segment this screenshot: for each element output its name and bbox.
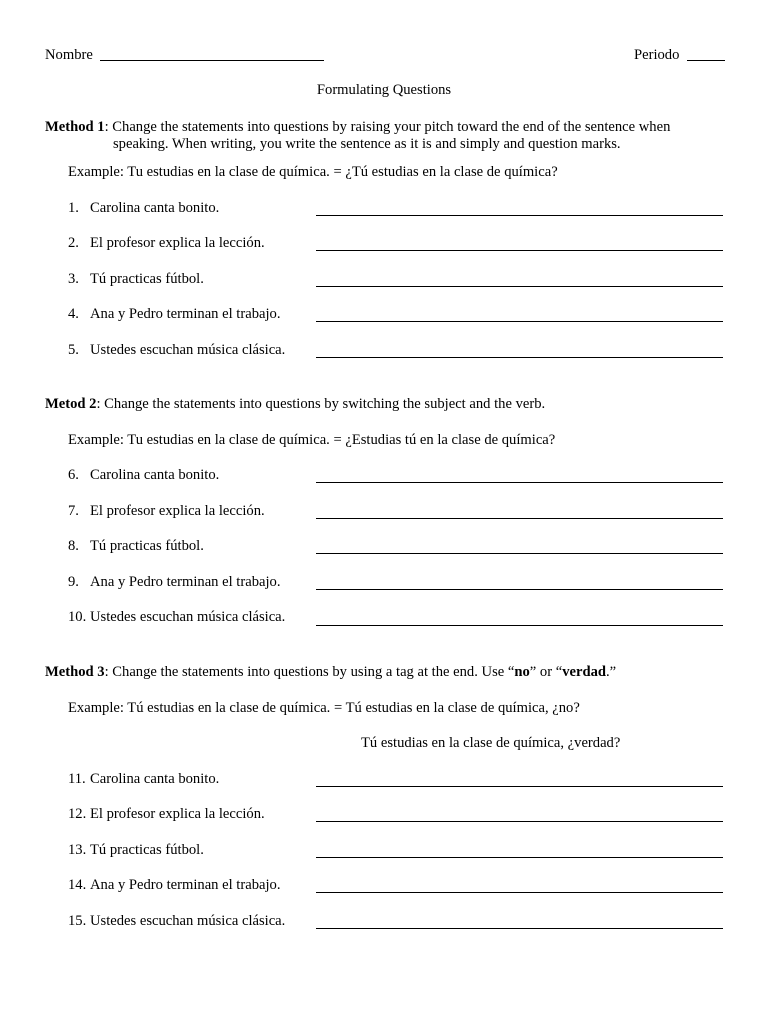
list-item — [68, 913, 285, 930]
tag-verdad: verdad — [562, 664, 606, 680]
list-item — [68, 306, 280, 323]
item-text: Carolina canta bonito. — [90, 200, 220, 216]
method-3-example: Example: Tú estudias en la clase de química. = Tú estudias en la clase de química, ¿no? — [68, 700, 580, 716]
item-text: El profesor explica la lección. — [90, 806, 265, 822]
list-item — [68, 503, 265, 520]
item-text: El profesor explica la lección. — [90, 503, 265, 519]
item-number: 8. — [68, 538, 79, 554]
item-text: Carolina canta bonito. — [90, 771, 220, 787]
answer-line-15[interactable] — [316, 928, 723, 929]
answer-line-10[interactable] — [316, 625, 723, 626]
period-label: Periodo — [634, 47, 680, 63]
method-1-instruction-line-1 — [45, 119, 670, 136]
list-item — [68, 235, 265, 252]
item-text: Ana y Pedro terminan el trabajo. — [90, 877, 281, 893]
item-number: 6. — [68, 467, 79, 483]
item-text: Tú practicas fútbol. — [90, 842, 204, 858]
item-number: 7. — [68, 503, 79, 519]
list-item — [68, 771, 219, 788]
list-item — [68, 877, 280, 894]
list-item — [68, 609, 285, 626]
item-number: 3. — [68, 271, 79, 287]
answer-line-4[interactable] — [316, 321, 723, 322]
item-text: Ustedes escuchan música clásica. — [90, 913, 286, 929]
item-text: Ustedes escuchan música clásica. — [90, 609, 286, 625]
list-item — [68, 806, 265, 823]
method-1-label: Method 1 — [45, 119, 105, 135]
name-blank[interactable] — [100, 59, 324, 61]
list-item — [68, 271, 204, 288]
period-blank[interactable] — [687, 59, 725, 61]
period-field[interactable] — [634, 47, 725, 64]
answer-line-6[interactable] — [316, 482, 723, 483]
item-number: 2. — [68, 235, 79, 251]
item-number: 11. — [68, 771, 86, 787]
method-2-instruction: : Change the statements into questions by switching the subject and the verb. — [96, 396, 546, 412]
answer-line-14[interactable] — [316, 892, 723, 893]
method-1-instruction: : Change the statements into questions by raising your pitch toward the end of the sentence when — [104, 119, 671, 135]
answer-line-8[interactable] — [316, 553, 723, 554]
answer-line-2[interactable] — [316, 250, 723, 251]
name-field[interactable] — [45, 47, 324, 64]
item-number: 15. — [68, 913, 87, 929]
list-item — [68, 842, 204, 859]
answer-line-1[interactable] — [316, 215, 723, 216]
method-2-example: Example: Tu estudias en la clase de química. = ¿Estudias tú en la clase de química? — [68, 432, 556, 448]
answer-line-13[interactable] — [316, 857, 723, 858]
item-number: 4. — [68, 306, 79, 322]
item-text: Ana y Pedro terminan el trabajo. — [90, 574, 281, 590]
item-text: Tú practicas fútbol. — [90, 271, 204, 287]
answer-line-12[interactable] — [316, 821, 723, 822]
method-3-instruction-line-1 — [45, 664, 616, 681]
item-number: 9. — [68, 574, 79, 590]
item-number: 1. — [68, 200, 79, 216]
method-3-example-alt: Tú estudias en la clase de química, ¿verdad? — [361, 735, 621, 751]
method-3-instruction-pre: : Change the statements into questions by using a tag at the end. Use “ — [104, 664, 515, 680]
method-3-instruction-mid: ” or “ — [529, 664, 563, 680]
item-text: Ana y Pedro terminan el trabajo. — [90, 306, 281, 322]
page-title: Formulating Questions — [316, 82, 452, 98]
item-number: 14. — [68, 877, 87, 893]
list-item — [68, 467, 219, 484]
item-text: El profesor explica la lección. — [90, 235, 265, 251]
answer-line-3[interactable] — [316, 286, 723, 287]
item-number: 10. — [68, 609, 87, 625]
name-label: Nombre — [45, 47, 93, 63]
method-3-instruction-post: .” — [605, 664, 617, 680]
item-text: Ustedes escuchan música clásica. — [90, 342, 286, 358]
list-item — [68, 574, 280, 591]
item-number: 13. — [68, 842, 87, 858]
method-2-label: Metod 2 — [45, 396, 97, 412]
list-item — [68, 200, 219, 217]
item-text: Carolina canta bonito. — [90, 467, 220, 483]
answer-line-9[interactable] — [316, 589, 723, 590]
list-item — [68, 538, 204, 555]
method-2-instruction-line-1 — [45, 396, 545, 413]
method-1-example: Example: Tu estudias en la clase de química. = ¿Tú estudias en la clase de química? — [68, 164, 558, 180]
item-text: Tú practicas fútbol. — [90, 538, 204, 554]
answer-line-7[interactable] — [316, 518, 723, 519]
list-item — [68, 342, 285, 359]
item-number: 5. — [68, 342, 79, 358]
answer-line-11[interactable] — [316, 786, 723, 787]
item-number: 12. — [68, 806, 87, 822]
answer-line-5[interactable] — [316, 357, 723, 358]
method-3-label: Method 3 — [45, 664, 105, 680]
method-1-instruction-line-2: speaking. When writing, you write the sentence as it is and simply and question marks. — [113, 136, 621, 152]
tag-no: no — [514, 664, 530, 680]
